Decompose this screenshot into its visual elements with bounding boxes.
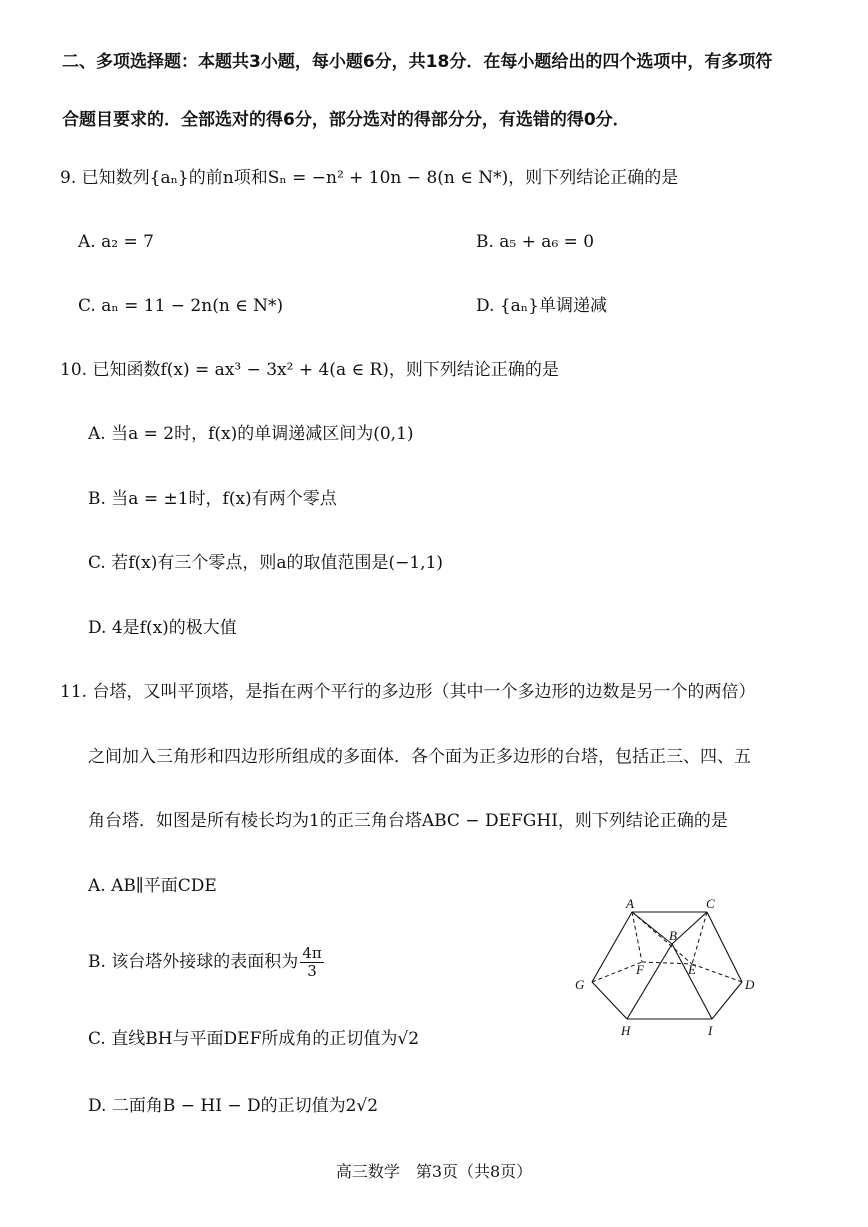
q9-option-b: B. a₅ + a₆ = 0 (476, 232, 595, 252)
q9-option-c: C. aₙ = 11 − 2n(n ∈ N*) (78, 296, 284, 316)
page-footer: 高三数学 第3页（共8页） (335, 1162, 533, 1181)
cupola-figure (572, 892, 762, 1042)
edge-gh (592, 982, 627, 1019)
q11-stem-line2: 之间加入三角形和四边形所组成的多面体．各个面为正多边形的台塔，包括正三、四、五 (88, 747, 751, 767)
label-h: H (621, 1023, 631, 1038)
fraction-denominator: 3 (307, 962, 317, 980)
edge-ag (592, 912, 632, 982)
q10-option-b: B. 当a = ±1时，f(x)有两个零点 (88, 489, 337, 509)
q10-option-a: A. 当a = 2时，f(x)的单调递减区间为(0,1) (88, 424, 414, 444)
label-g: G (575, 977, 585, 992)
label-f: F (636, 962, 644, 977)
q11-option-b (88, 945, 324, 980)
fraction-numerator: 4π (302, 944, 322, 962)
edge-ce (692, 912, 707, 964)
q11-option-a: A. AB∥平面CDE (88, 876, 217, 896)
label-b: B (669, 928, 677, 943)
q11-option-b-fraction (300, 945, 323, 980)
edge-bi (672, 944, 712, 1019)
q10-option-d: D. 4是f(x)的极大值 (88, 618, 237, 638)
label-i: I (708, 1023, 713, 1038)
q11-option-b-prefix: B. 该台塔外接球的表面积为 (88, 952, 299, 972)
edge-gf (592, 962, 642, 982)
edge-bh (627, 944, 672, 1019)
q9-stem: 9. 已知数列{aₙ}的前n项和Sₙ = −n² + 10n − 8(n ∈ N*)，则下列结论正确的是 (60, 168, 679, 188)
edge-cb (672, 912, 707, 944)
q11-stem-line1: 11. 台塔，又叫平顶塔，是指在两个平行的多边形（其中一个多边形的边数是另一个的两倍） (60, 682, 756, 702)
q9-option-d: D. {aₙ}单调递减 (476, 296, 607, 316)
q9-option-a: A. a₂ = 7 (78, 232, 154, 252)
label-d: D (745, 977, 755, 992)
label-a: A (626, 896, 634, 911)
section-header-line2: 合题目要求的．全部选对的得6分，部分选对的得部分分，有选错的得0分． (62, 110, 630, 130)
section-header-line1: 二、多项选择题：本题共3小题，每小题6分，共18分．在每小题给出的四个选项中，有多项符 (62, 52, 773, 72)
edge-fe (642, 962, 692, 964)
q10-stem: 10. 已知函数f(x) = ax³ − 3x² + 4(a ∈ R)，则下列结论正确的是 (60, 360, 559, 380)
q11-option-c: C. 直线BH与平面DEF所成角的正切值为√2 (88, 1029, 420, 1049)
label-e: E (688, 962, 696, 977)
q11-option-d: D. 二面角B − HI − D的正切值为2√2 (88, 1096, 379, 1116)
q11-stem-line3: 角台塔．如图是所有棱长均为1的正三角台塔ABC − DEFGHI，则下列结论正确的是 (88, 811, 728, 831)
q10-option-c: C. 若f(x)有三个零点，则a的取值范围是(−1,1) (88, 553, 444, 573)
label-c: C (706, 896, 715, 911)
edge-di (712, 982, 742, 1019)
